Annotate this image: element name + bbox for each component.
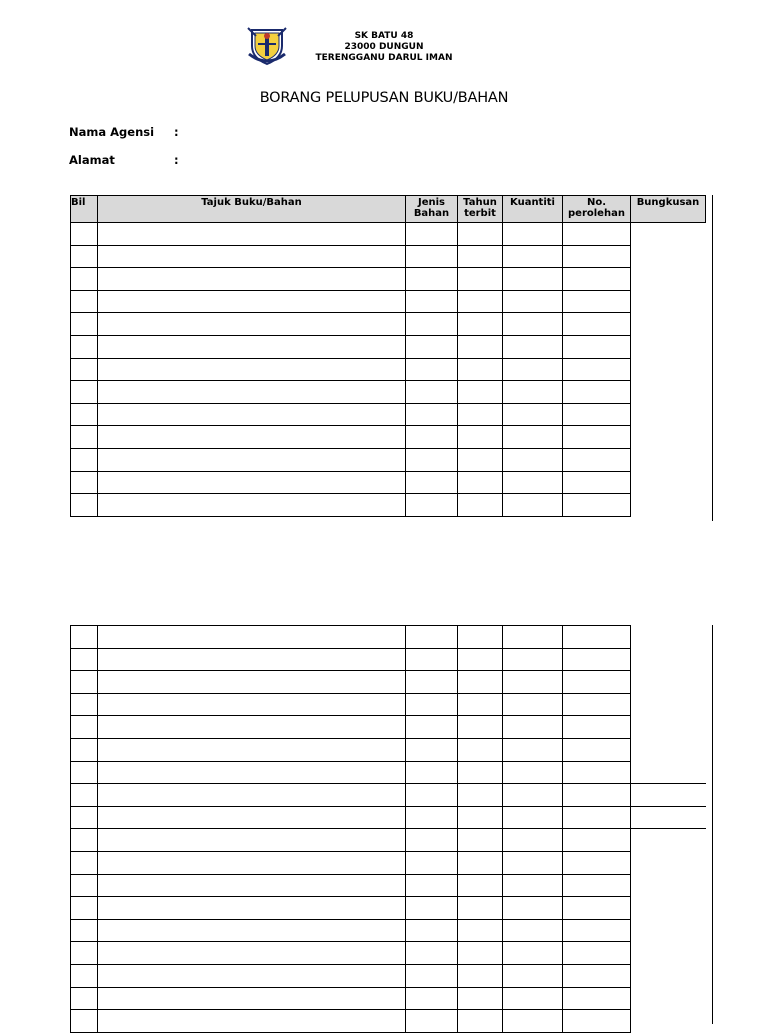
cell-bil[interactable] [71,784,98,807]
cell-tahun[interactable] [458,693,503,716]
cell-tahun[interactable] [458,268,503,291]
cell-tahun[interactable] [458,358,503,381]
cell-bil[interactable] [71,806,98,829]
header-no-perolehan: No. perolehan [563,196,631,223]
agency-field [69,125,179,139]
cell-jenis[interactable] [406,290,458,313]
cell-no-perolehan[interactable] [563,381,631,404]
cell-bil[interactable] [71,494,98,517]
cell-bil[interactable] [71,693,98,716]
school-name: SK BATU 48 [354,31,414,41]
cell-jenis[interactable] [406,448,458,471]
table-row [71,874,706,897]
cell-jenis[interactable] [406,494,458,517]
cell-jenis[interactable] [406,987,458,1010]
cell-no-perolehan[interactable] [563,358,631,381]
cell-bil[interactable] [71,874,98,897]
cell-bil[interactable] [71,671,98,694]
table-row [71,942,706,965]
cell-jenis[interactable] [406,874,458,897]
cell-jenis[interactable] [406,426,458,449]
cell-kuantiti[interactable] [503,942,563,965]
cell-tajuk[interactable] [98,471,406,494]
cell-no-perolehan[interactable] [563,919,631,942]
form-title: BORANG PELUPUSAN BUKU/BAHAN [259,90,509,106]
cell-tajuk[interactable] [98,829,406,852]
cell-tahun[interactable] [458,335,503,358]
cell-tahun[interactable] [458,851,503,874]
agency-colon: : [174,125,179,139]
cell-bil[interactable] [71,1010,98,1033]
cell-tajuk[interactable] [98,919,406,942]
cell-tajuk[interactable] [98,626,406,649]
cell-bil[interactable] [71,626,98,649]
cell-no-perolehan[interactable] [563,693,631,716]
cell-tajuk[interactable] [98,1010,406,1033]
cell-tahun[interactable] [458,761,503,784]
cell-kuantiti[interactable] [503,693,563,716]
table-row [71,716,706,739]
cell-kuantiti[interactable] [503,313,563,336]
table-row [71,964,706,987]
table-row [71,806,706,829]
table-row [71,268,706,291]
cell-kuantiti[interactable] [503,471,563,494]
cell-kuantiti[interactable] [503,761,563,784]
cell-bil[interactable] [71,426,98,449]
cell-tajuk[interactable] [98,448,406,471]
cell-kuantiti[interactable] [503,784,563,807]
cell-kuantiti[interactable] [503,358,563,381]
cell-kuantiti[interactable] [503,987,563,1010]
cell-bil[interactable] [71,335,98,358]
cell-tahun[interactable] [458,313,503,336]
cell-jenis[interactable] [406,626,458,649]
cell-no-perolehan[interactable] [563,806,631,829]
cell-bil[interactable] [71,471,98,494]
cell-no-perolehan[interactable] [563,1010,631,1033]
table-row [71,494,706,517]
cell-tahun[interactable] [458,942,503,965]
cell-bil[interactable] [71,403,98,426]
cell-kuantiti[interactable] [503,738,563,761]
cell-kuantiti[interactable] [503,671,563,694]
cell-bungkusan[interactable] [631,806,706,829]
cell-kuantiti[interactable] [503,290,563,313]
cell-bil[interactable] [71,358,98,381]
cell-no-perolehan[interactable] [563,223,631,246]
cell-kuantiti[interactable] [503,829,563,852]
cell-kuantiti[interactable] [503,223,563,246]
cell-tajuk[interactable] [98,671,406,694]
cell-jenis[interactable] [406,358,458,381]
cell-tajuk[interactable] [98,358,406,381]
cell-no-perolehan[interactable] [563,448,631,471]
table-row [71,403,706,426]
cell-jenis[interactable] [406,403,458,426]
table-row [71,738,706,761]
cell-no-perolehan[interactable] [563,761,631,784]
cell-kuantiti[interactable] [503,851,563,874]
cell-no-perolehan[interactable] [563,313,631,336]
school-postcode-city: 23000 DUNGUN [344,42,424,52]
cell-kuantiti[interactable] [503,874,563,897]
cell-no-perolehan[interactable] [563,426,631,449]
cell-tajuk[interactable] [98,223,406,246]
cell-no-perolehan[interactable] [563,471,631,494]
cell-bil[interactable] [71,919,98,942]
cell-no-perolehan[interactable] [563,403,631,426]
cell-tajuk[interactable] [98,290,406,313]
table-row [71,381,706,404]
cell-no-perolehan[interactable] [563,648,631,671]
table-row [71,358,706,381]
header-jenis: Jenis Bahan [406,196,458,223]
cell-bil[interactable] [71,716,98,739]
cell-tahun[interactable] [458,1010,503,1033]
cell-jenis[interactable] [406,648,458,671]
cell-tajuk[interactable] [98,874,406,897]
cell-bil[interactable] [71,313,98,336]
cell-tajuk[interactable] [98,693,406,716]
cell-jenis[interactable] [406,851,458,874]
table-row [71,897,706,920]
cell-kuantiti[interactable] [503,964,563,987]
cell-no-perolehan[interactable] [563,784,631,807]
cell-tahun[interactable] [458,874,503,897]
cell-kuantiti[interactable] [503,268,563,291]
cell-jenis[interactable] [406,829,458,852]
cell-tajuk[interactable] [98,851,406,874]
cell-kuantiti[interactable] [503,626,563,649]
cell-jenis[interactable] [406,716,458,739]
cell-tajuk[interactable] [98,494,406,517]
cell-jenis[interactable] [406,471,458,494]
cell-tahun[interactable] [458,426,503,449]
cell-tajuk[interactable] [98,761,406,784]
agency-label: Nama Agensi [69,125,155,139]
cell-tahun[interactable] [458,964,503,987]
table-row [71,851,706,874]
table-row [71,919,706,942]
cell-tajuk[interactable] [98,964,406,987]
cell-tajuk[interactable] [98,897,406,920]
cell-kuantiti[interactable] [503,245,563,268]
cell-jenis[interactable] [406,335,458,358]
cell-jenis[interactable] [406,806,458,829]
cell-jenis[interactable] [406,784,458,807]
cell-tahun[interactable] [458,716,503,739]
cell-jenis[interactable] [406,268,458,291]
table-row [71,784,706,807]
cell-jenis[interactable] [406,693,458,716]
address-field [69,153,179,167]
cell-bil[interactable] [71,987,98,1010]
cell-no-perolehan[interactable] [563,245,631,268]
header-kuantiti: Kuantiti [503,196,563,223]
cell-no-perolehan[interactable] [563,987,631,1010]
cell-no-perolehan[interactable] [563,874,631,897]
cell-tajuk[interactable] [98,648,406,671]
header-bil: Bil [71,196,98,223]
cell-bil[interactable] [71,245,98,268]
cell-jenis[interactable] [406,245,458,268]
cell-no-perolehan[interactable] [563,335,631,358]
cell-tahun[interactable] [458,290,503,313]
cell-kuantiti[interactable] [503,426,563,449]
cell-tahun[interactable] [458,987,503,1010]
cell-tahun[interactable] [458,738,503,761]
cell-kuantiti[interactable] [503,716,563,739]
cell-tahun[interactable] [458,471,503,494]
table-row [71,335,706,358]
cell-tajuk[interactable] [98,784,406,807]
table-row [71,626,706,649]
right-border-line [712,625,713,1024]
table-row [71,313,706,336]
cell-jenis[interactable] [406,942,458,965]
cell-tajuk[interactable] [98,716,406,739]
cell-tahun[interactable] [458,897,503,920]
cell-tahun[interactable] [458,381,503,404]
table-row [71,290,706,313]
cell-kuantiti[interactable] [503,919,563,942]
cell-no-perolehan[interactable] [563,738,631,761]
address-colon: : [174,153,179,167]
table-row [71,448,706,471]
cell-jenis[interactable] [406,671,458,694]
table-row [71,987,706,1010]
school-state: TERENGGANU DARUL IMAN [315,53,453,63]
cell-tajuk[interactable] [98,335,406,358]
cell-bungkusan[interactable] [631,784,706,807]
cell-tahun[interactable] [458,494,503,517]
cell-tahun[interactable] [458,671,503,694]
cell-kuantiti[interactable] [503,806,563,829]
cell-no-perolehan[interactable] [563,494,631,517]
cell-jenis[interactable] [406,964,458,987]
cell-tahun[interactable] [458,829,503,852]
cell-kuantiti[interactable] [503,494,563,517]
cell-tahun[interactable] [458,223,503,246]
header-bungkusan: Bungkusan [631,196,706,223]
cell-tajuk[interactable] [98,738,406,761]
cell-jenis[interactable] [406,738,458,761]
cell-tajuk[interactable] [98,426,406,449]
address-label: Alamat [69,153,115,167]
table-row [71,471,706,494]
cell-bil[interactable] [71,223,98,246]
cell-bungkusan[interactable] [631,829,706,1032]
cell-bil[interactable] [71,381,98,404]
table-row [71,223,706,246]
table-row [71,671,706,694]
cell-kuantiti[interactable] [503,1010,563,1033]
cell-tahun[interactable] [458,806,503,829]
cell-no-perolehan[interactable] [563,268,631,291]
cell-tajuk[interactable] [98,403,406,426]
school-crest-logo [246,24,288,66]
cell-no-perolehan[interactable] [563,964,631,987]
cell-no-perolehan[interactable] [563,716,631,739]
cell-kuantiti[interactable] [503,448,563,471]
cell-no-perolehan[interactable] [563,942,631,965]
table-row [71,245,706,268]
cell-bil[interactable] [71,897,98,920]
cell-bil[interactable] [71,964,98,987]
table-row [71,693,706,716]
cell-no-perolehan[interactable] [563,290,631,313]
cell-tahun[interactable] [458,784,503,807]
cell-bil[interactable] [71,738,98,761]
table-row [71,648,706,671]
cell-no-perolehan[interactable] [563,829,631,852]
header-tahun: Tahun terbit [458,196,503,223]
cell-no-perolehan[interactable] [563,626,631,649]
cell-kuantiti[interactable] [503,897,563,920]
cell-tahun[interactable] [458,919,503,942]
table-row [71,761,706,784]
cell-no-perolehan[interactable] [563,851,631,874]
cell-no-perolehan[interactable] [563,897,631,920]
table-header-row [71,196,706,223]
cell-jenis[interactable] [406,381,458,404]
cell-jenis[interactable] [406,761,458,784]
cell-tahun[interactable] [458,626,503,649]
cell-jenis[interactable] [406,223,458,246]
cell-no-perolehan[interactable] [563,671,631,694]
cell-jenis[interactable] [406,313,458,336]
cell-kuantiti[interactable] [503,648,563,671]
cell-bil[interactable] [71,829,98,852]
cell-tajuk[interactable] [98,942,406,965]
cell-bil[interactable] [71,648,98,671]
table-row [71,1010,706,1033]
cell-bungkusan[interactable] [631,223,706,517]
cell-tajuk[interactable] [98,268,406,291]
cell-kuantiti[interactable] [503,381,563,404]
table-row [71,426,706,449]
cell-tajuk[interactable] [98,987,406,1010]
cell-kuantiti[interactable] [503,403,563,426]
cell-tajuk[interactable] [98,806,406,829]
cell-tahun[interactable] [458,245,503,268]
cell-bungkusan[interactable] [631,626,706,784]
disposal-table-2 [70,625,706,1033]
right-border-line-top [712,195,713,521]
cell-bil[interactable] [71,268,98,291]
cell-tahun[interactable] [458,648,503,671]
cell-tahun[interactable] [458,448,503,471]
table-row [71,829,706,852]
header-tajuk: Tajuk Buku/Bahan [98,196,406,223]
cell-bil[interactable] [71,942,98,965]
cell-tajuk[interactable] [98,245,406,268]
cell-jenis[interactable] [406,1010,458,1033]
cell-bil[interactable] [71,761,98,784]
cell-tajuk[interactable] [98,313,406,336]
school-address-block [284,31,484,64]
cell-bil[interactable] [71,448,98,471]
cell-tahun[interactable] [458,403,503,426]
cell-kuantiti[interactable] [503,335,563,358]
disposal-table-1 [70,195,706,517]
cell-bil[interactable] [71,290,98,313]
cell-tajuk[interactable] [98,381,406,404]
cell-jenis[interactable] [406,897,458,920]
cell-jenis[interactable] [406,919,458,942]
cell-bil[interactable] [71,851,98,874]
